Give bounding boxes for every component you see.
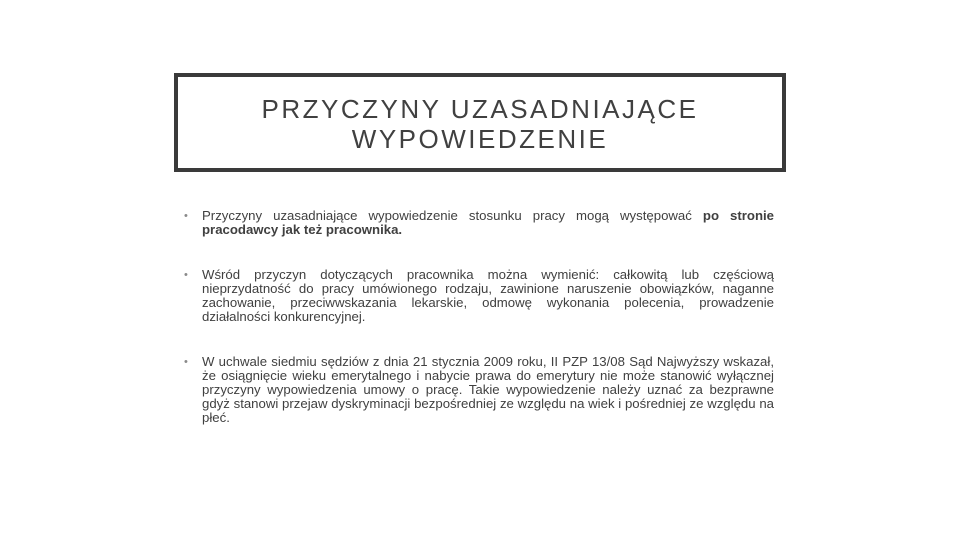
slide-title-line-1: PRZYCZYNY UZASADNIAJĄCE — [261, 93, 699, 124]
bullet-text: Wśród przyczyn dotyczących pracownika można wymienić: całkowitą lub częściową nieprzydatność do pracy umówionego rodzaju, zawinione naruszenie obowiązków, naganne zachowanie, przeciwwskazania lekarskie, odmowę wykonania polecenia, prowadzenie działalności konkurencyjnej. — [202, 267, 774, 324]
slide-title-line-2: WYPOWIEDZENIE — [351, 123, 609, 154]
slide-title — [262, 94, 699, 154]
bullet-text-bold: po stronie pracodawcy jak też pracownika. — [202, 208, 774, 237]
title-box — [174, 73, 786, 172]
bullet-marker: • — [184, 356, 188, 368]
bullet-item-reasons — [184, 209, 774, 237]
bullet-text: Przyczyny uzasadniające wypowiedzenie stosunku pracy mogą występować — [202, 208, 703, 223]
bullet-list — [184, 209, 774, 425]
bullet-item-employee-reasons — [184, 268, 774, 324]
bullet-marker: • — [184, 210, 188, 222]
bullet-item-supreme-court — [184, 355, 774, 425]
bullet-text: W uchwale siedmiu sędziów z dnia 21 stycznia 2009 roku, II PZP 13/08 Sąd Najwyższy wskazał, że osiągnięcie wieku emerytalnego i nabycie prawa do emerytury nie może stanowić wyłącznej przyczyny wypowiedzenia umowy o pracę. Takie wypowiedzenie należy uznać za bezprawne gdyż stanowi przejaw dyskryminacji bezpośredniej ze względu na wiek i pośredniej ze względu na płeć. — [202, 354, 774, 425]
bullet-marker: • — [184, 269, 188, 281]
